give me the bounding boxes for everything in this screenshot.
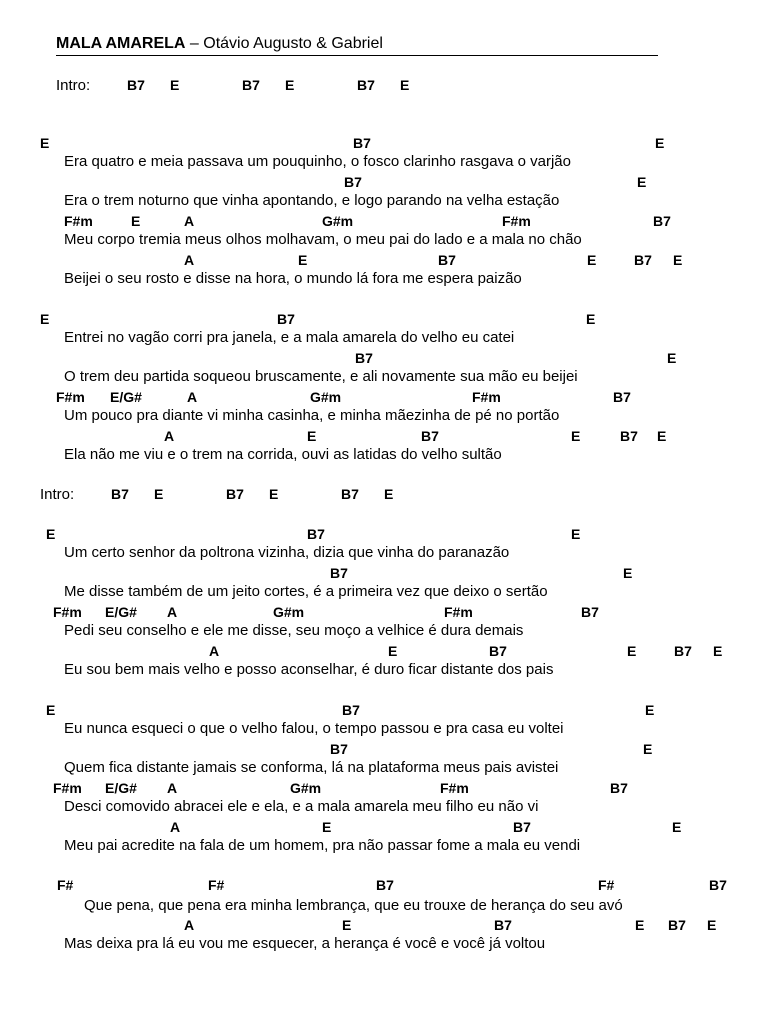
- chord: E: [269, 486, 279, 502]
- chord: E: [587, 252, 597, 268]
- chord: A: [170, 819, 181, 835]
- chord: E: [571, 526, 581, 542]
- chord: E: [667, 350, 677, 366]
- chord: B7: [226, 486, 244, 502]
- chord: E: [635, 917, 645, 933]
- chord: F#m: [502, 213, 531, 229]
- chord: B7: [620, 428, 638, 444]
- chord: B7: [494, 917, 512, 933]
- chord: B7: [634, 252, 652, 268]
- chord: B7: [653, 213, 671, 229]
- lyric-line: Eu nunca esqueci o que o velho falou, o tempo passou e pra casa eu voltei: [64, 720, 564, 737]
- chord: F#: [57, 877, 74, 893]
- chord: E: [645, 702, 655, 718]
- chord: A: [209, 643, 220, 659]
- chord: E: [643, 741, 653, 757]
- title-separator: –: [185, 35, 204, 52]
- chord: B7: [709, 877, 727, 893]
- chord: F#: [208, 877, 225, 893]
- chord: E: [571, 428, 581, 444]
- chord: E: [46, 526, 56, 542]
- chord: A: [167, 780, 178, 796]
- chord: E: [713, 643, 723, 659]
- chord: B7: [489, 643, 507, 659]
- chord: F#m: [472, 389, 501, 405]
- chord: E/G#: [110, 389, 142, 405]
- chord: F#m: [56, 389, 85, 405]
- chord: B7: [438, 252, 456, 268]
- chord: F#m: [444, 604, 473, 620]
- lyric-line: Ela não me viu e o trem na corrida, ouvi as latidas do velho sultão: [64, 446, 502, 463]
- chord: E: [623, 565, 633, 581]
- chord: B7: [357, 77, 375, 93]
- lyric-line: Entrei no vagão corri pra janela, e a mala amarela do velho eu catei: [64, 329, 515, 346]
- chord: E: [586, 311, 596, 327]
- chord: E: [637, 174, 647, 190]
- chord: E: [307, 428, 317, 444]
- chord: E: [40, 135, 50, 151]
- artist-names: Otávio Augusto & Gabriel: [203, 35, 383, 52]
- chord: B7: [674, 643, 692, 659]
- lyric-line: Era o trem noturno que vinha apontando, e logo parando na velha estação: [64, 192, 560, 209]
- lyric-line: Que pena, que pena era minha lembrança, que eu trouxe de herança do seu avó: [84, 897, 623, 914]
- chord: E: [40, 311, 50, 327]
- lyric-line: Me disse também de um jeito cortes, é a primeira vez que deixo o sertão: [64, 583, 548, 600]
- lyric-line: Um pouco pra diante vi minha casinha, e minha mãezinha de pé no portão: [64, 407, 560, 424]
- lyric-line: Quem fica distante jamais se conforma, lá na plataforma meus pais avistei: [64, 759, 559, 776]
- chord: E: [673, 252, 683, 268]
- chord: E/G#: [105, 780, 137, 796]
- lyric-line: Era quatro e meia passava um pouquinho, o fosco clarinho rasgava o varjão: [64, 153, 571, 170]
- lyric-line: Desci comovido abracei ele e ela, e a mala amarela meu filho eu não vi: [64, 798, 539, 815]
- chord: B7: [344, 174, 362, 190]
- chord: B7: [376, 877, 394, 893]
- chord: A: [184, 252, 195, 268]
- song-name: MALA AMARELA: [56, 35, 186, 52]
- chord: E: [322, 819, 332, 835]
- lyric-line: Beijei o seu rosto e disse na hora, o mundo lá fora me espera paizão: [64, 270, 522, 287]
- chord: E/G#: [105, 604, 137, 620]
- chord: G#m: [273, 604, 305, 620]
- lyric-line: Meu pai acredite na fala de um homem, pra não passar fome a mala eu vendi: [64, 837, 581, 854]
- lyric-line: Pedi seu conselho e ele me disse, seu moço a velhice é dura demais: [64, 622, 524, 639]
- chord: A: [167, 604, 178, 620]
- chord: E: [285, 77, 295, 93]
- intro-label: Intro:: [40, 486, 75, 503]
- chord: E: [388, 643, 398, 659]
- chord: F#m: [440, 780, 469, 796]
- chord: B7: [610, 780, 628, 796]
- chord: E: [627, 643, 637, 659]
- chord: A: [184, 917, 195, 933]
- chord: E: [342, 917, 352, 933]
- chord: B7: [421, 428, 439, 444]
- song-title: [56, 34, 658, 56]
- chord: B7: [355, 350, 373, 366]
- chord: B7: [111, 486, 129, 502]
- lyric-line: Meu corpo tremia meus olhos molhavam, o meu pai do lado e a mala no chão: [64, 231, 582, 248]
- chord: E: [384, 486, 394, 502]
- chord: E: [400, 77, 410, 93]
- chord: A: [184, 213, 195, 229]
- chord: B7: [330, 741, 348, 757]
- chord: B7: [242, 77, 260, 93]
- chord: E: [298, 252, 308, 268]
- chord: B7: [513, 819, 531, 835]
- lyric-line: Mas deixa pra lá eu vou me esquecer, a herança é você e você já voltou: [64, 935, 546, 952]
- chord: B7: [341, 486, 359, 502]
- chord: G#m: [310, 389, 342, 405]
- chord: E: [154, 486, 164, 502]
- chord: B7: [330, 565, 348, 581]
- lyric-line: Um certo senhor da poltrona vizinha, dizia que vinha do paranazão: [64, 544, 510, 561]
- chord: E: [707, 917, 717, 933]
- lyric-line: O trem deu partida soqueou bruscamente, e ali novamente sua mão eu beijei: [64, 368, 578, 385]
- chord: F#: [598, 877, 615, 893]
- chord: G#m: [290, 780, 322, 796]
- chord: B7: [613, 389, 631, 405]
- chord: B7: [307, 526, 325, 542]
- chord: B7: [353, 135, 371, 151]
- chord: B7: [342, 702, 360, 718]
- chord: E: [672, 819, 682, 835]
- chord: B7: [127, 77, 145, 93]
- chord: A: [164, 428, 175, 444]
- chord: B7: [277, 311, 295, 327]
- chord: F#m: [53, 780, 82, 796]
- chord: B7: [581, 604, 599, 620]
- chord: E: [657, 428, 667, 444]
- chord: F#m: [64, 213, 93, 229]
- intro-label: Intro:: [56, 77, 91, 94]
- chord: B7: [668, 917, 686, 933]
- chord: F#m: [53, 604, 82, 620]
- chord: E: [170, 77, 180, 93]
- chord: G#m: [322, 213, 354, 229]
- lyric-line: Eu sou bem mais velho e posso aconselhar, é duro ficar distante dos pais: [64, 661, 554, 678]
- chord: E: [131, 213, 141, 229]
- chord: E: [46, 702, 56, 718]
- chord: E: [655, 135, 665, 151]
- chord: A: [187, 389, 198, 405]
